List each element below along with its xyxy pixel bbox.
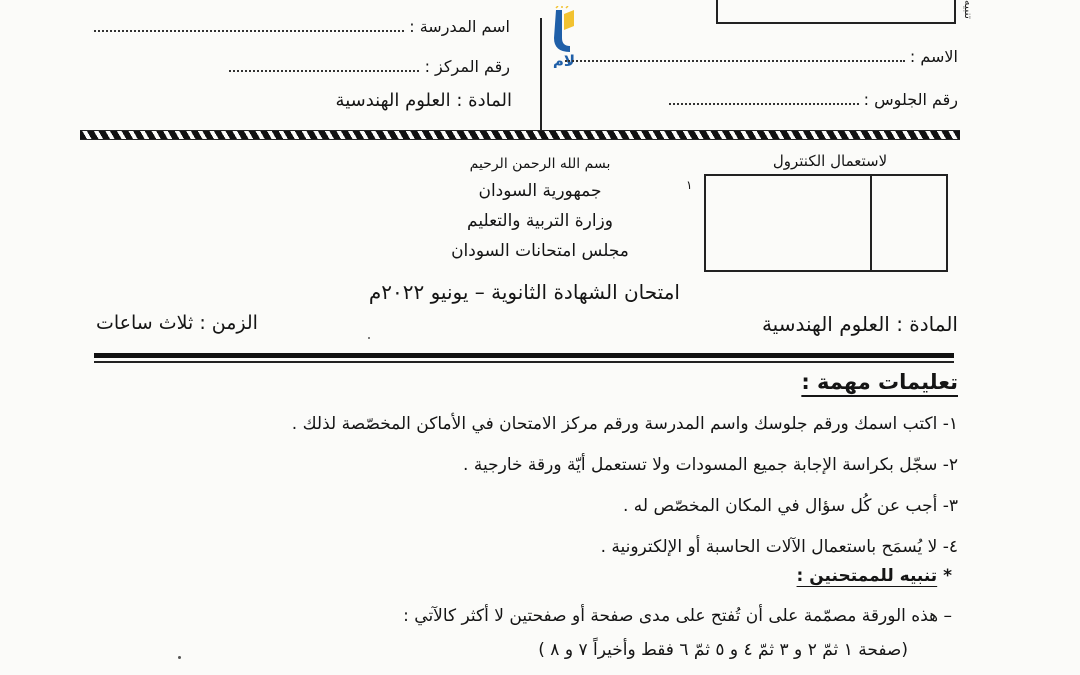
instruction-item: ٣- أجب عن كُل سؤال في المكان المخصّص له . [622, 496, 958, 516]
center-number-input-line[interactable] [229, 69, 419, 72]
title-block [380, 152, 700, 266]
top-stamp-box [716, 0, 956, 24]
seat-number-input-line[interactable] [669, 102, 859, 105]
student-name-field[interactable] [565, 47, 958, 66]
warning-heading-text: تنبيه للممتحنين : [796, 566, 938, 586]
control-label: لاستعمال الكنترول [772, 152, 888, 170]
instruction-item: ٤- لا يُسمَح باستعمال الآلات الحاسبة أو الإلكترونية . [600, 537, 958, 557]
header-divider [540, 18, 542, 130]
warning-heading [797, 566, 952, 586]
ministry-name: وزارة التربية والتعليم [467, 211, 613, 231]
exam-title: امتحان الشهادة الثانوية – يونيو ٢٠٢٢م [368, 280, 680, 304]
instructions-heading: تعليمات مهمة : [801, 370, 958, 394]
rope-border-divider [80, 130, 960, 140]
school-name-field[interactable] [94, 17, 510, 36]
exam-time: الزمن : ثلاث ساعات [96, 312, 258, 334]
school-name-label: اسم المدرسة : [409, 17, 510, 36]
exam-subject: المادة : العلوم الهندسية [761, 312, 958, 336]
instruction-item: ١- اكتب اسمك ورقم جلوسك واسم المدرسة ورقم مركز الامتحان في الأماكن المخصّصة لذلك . [291, 414, 958, 434]
republic-name: جمهورية السودان [478, 181, 602, 201]
scan-speck [178, 656, 181, 659]
control-box-divider [870, 176, 872, 270]
svg-text:لام: لام [552, 52, 576, 68]
warning-text: – هذه الورقة مصمّمة على أن تُفتح على مدى صفحة أو صفحتين لا أكثر كالآتي : [403, 606, 952, 626]
warning-pages: (صفحة ١ ثمّ ٢ و ٣ ثمّ ٤ و ٥ ثمّ ٦ فقط وأخيراً ٧ و ٨ ) [538, 640, 908, 660]
center-number-label: رقم المركز : [424, 57, 510, 76]
control-grade-box[interactable] [704, 174, 948, 272]
seat-number-label: رقم الجلوس : [863, 90, 958, 109]
scan-speck [368, 337, 370, 339]
seat-number-field[interactable] [669, 90, 958, 109]
student-name-input-line[interactable] [565, 59, 905, 62]
double-rule-divider [94, 353, 954, 363]
student-name-label: الاسم : [909, 47, 958, 66]
council-name: مجلس امتحانات السودان [451, 241, 629, 261]
control-mark: ١ [686, 178, 693, 192]
header-subject: المادة : العلوم الهندسية [335, 90, 512, 111]
basmala: بسم الله الرحمن الرحيم [469, 156, 611, 172]
star-icon: * [943, 566, 952, 586]
instruction-item: ٢- سجّل بكراسة الإجابة جميع المسودات ولا تستعمل أيّة ورقة خارجية . [463, 455, 958, 475]
school-name-input-line[interactable] [94, 29, 404, 32]
side-note: تنبيه [962, 0, 975, 19]
center-number-field[interactable] [229, 57, 510, 76]
